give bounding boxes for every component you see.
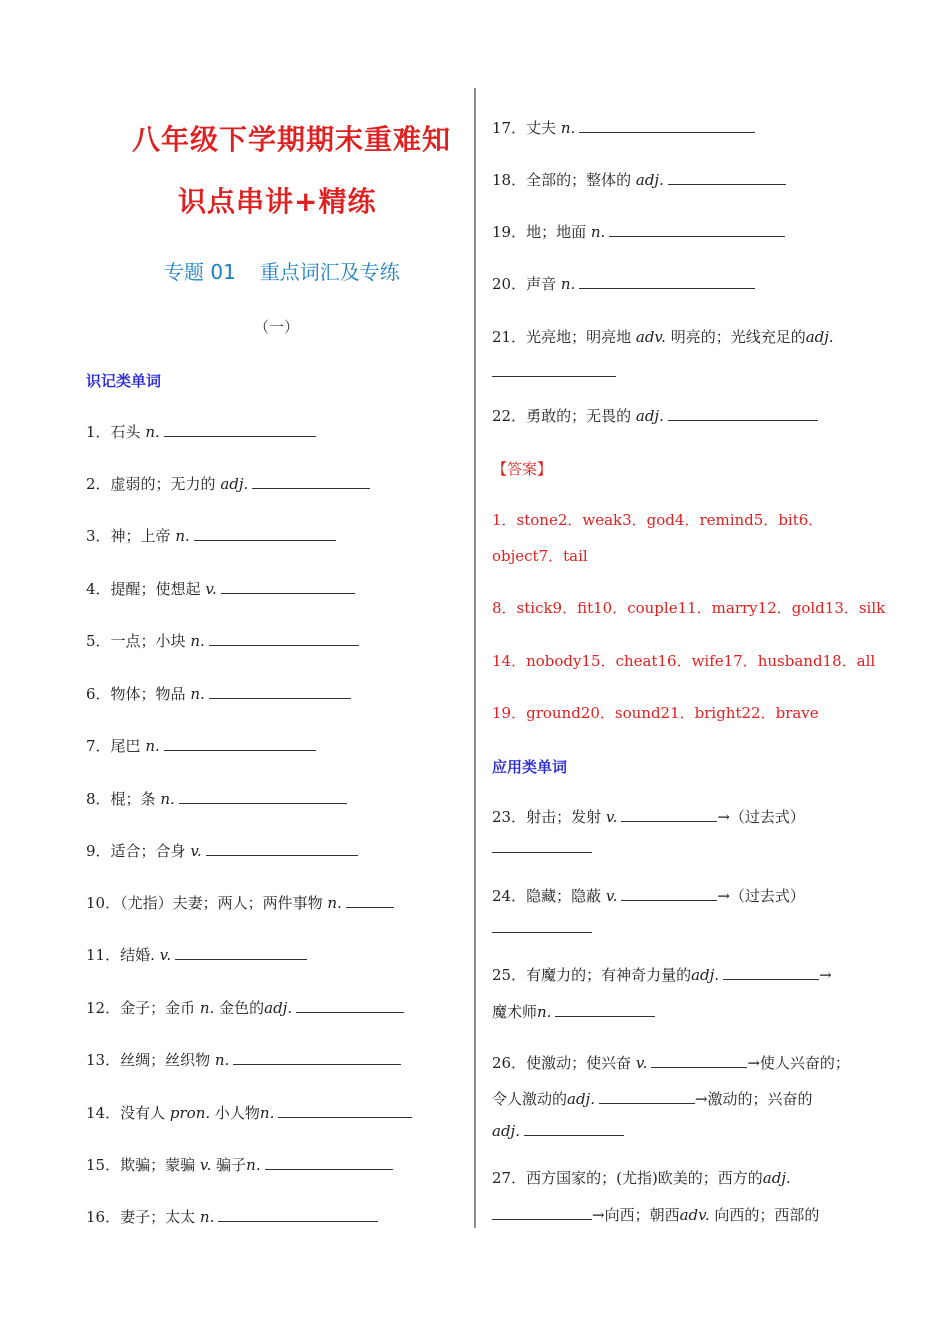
answer-blank[interactable] — [179, 789, 347, 804]
answer-blank[interactable] — [492, 918, 592, 933]
part-label: （一） — [254, 318, 300, 336]
answer-blank[interactable] — [524, 1121, 624, 1136]
answer-blank[interactable] — [164, 422, 316, 437]
question-27-cont: →向西；朝西adv. 向西的；西部的 — [492, 1205, 819, 1225]
vocab-item: 15．欺骗；蒙骗 v. 骗子n. — [86, 1155, 393, 1175]
answer-blank[interactable] — [621, 886, 717, 901]
question-23: 23．射击；发射 v. →（过去式） — [492, 808, 805, 826]
answer-blank[interactable] — [651, 1053, 747, 1068]
section-memorize-heading: 识记类单词 — [86, 372, 162, 390]
answer-blank[interactable] — [492, 1205, 592, 1220]
answer-blank[interactable] — [265, 1155, 393, 1170]
answer-line: 1．stone2．weak3．god4．remind5．bit6． — [492, 511, 824, 529]
vocab-item: 7．尾巴 n. — [86, 736, 316, 756]
answer-blank[interactable] — [233, 1050, 401, 1065]
question-26-cont2: adj. — [492, 1121, 624, 1141]
vocab-item: 21．光亮地；明亮地 adv. 明亮的；光线充足的adj. — [492, 328, 834, 346]
answer-blank[interactable] — [164, 736, 316, 751]
answer-line: object7．tail — [492, 547, 588, 565]
question-27: 27．西方国家的；(尤指)欧美的；西方的adj. — [492, 1169, 791, 1187]
vocab-item: 18．全部的；整体的 adj. — [492, 170, 786, 190]
answer-heading: 【答案】 — [492, 460, 553, 478]
topic-name: 重点词汇及专练 — [259, 260, 400, 284]
answer-line: 14．nobody15．cheat16．wife17．husband18．all — [492, 652, 876, 670]
vocab-item: 4．提醒；使想起 v. — [86, 579, 355, 599]
answer-blank[interactable] — [209, 684, 351, 699]
answer-blank[interactable] — [579, 118, 755, 133]
answer-blank[interactable] — [621, 807, 717, 822]
answer-blank[interactable] — [206, 841, 358, 856]
answer-line: 8．stick9．fit10．couple11．marry12．gold13．silk — [492, 599, 886, 617]
vocab-item-cont — [492, 362, 616, 382]
answer-blank[interactable] — [579, 274, 755, 289]
answer-blank[interactable] — [492, 838, 592, 853]
answer-blank[interactable] — [218, 1207, 378, 1222]
column-divider — [474, 88, 476, 1228]
title-line-2: 识点串讲+精练 — [178, 185, 377, 218]
vocab-item: 6．物体；物品 n. — [86, 684, 351, 704]
vocab-item: 19．地；地面 n. — [492, 222, 785, 242]
answer-blank[interactable] — [296, 998, 404, 1013]
vocab-item: 9．适合；合身 v. — [86, 841, 358, 861]
answer-blank[interactable] — [252, 474, 370, 489]
answer-blank[interactable] — [599, 1089, 695, 1104]
vocab-item: 14．没有人 pron. 小人物n. — [86, 1103, 412, 1123]
vocab-item: 3．神；上帝 n. — [86, 526, 336, 546]
question-26-cont: 令人激动的adj. →激动的；兴奋的 — [492, 1090, 813, 1108]
vocab-item: 17．丈夫 n. — [492, 118, 755, 138]
answer-blank[interactable] — [668, 406, 818, 421]
answer-blank[interactable] — [175, 945, 307, 960]
answer-blank[interactable] — [346, 893, 394, 908]
question-25-cont: 魔术师n. — [492, 1002, 655, 1022]
vocab-item: 1．石头 n. — [86, 422, 316, 442]
answer-blank[interactable] — [723, 965, 819, 980]
answer-blank[interactable] — [278, 1103, 412, 1118]
vocab-item: 8．棍；条 n. — [86, 789, 347, 809]
answer-blank[interactable] — [609, 222, 785, 237]
title-line-1: 八年级下学期期末重难知 — [132, 123, 452, 156]
vocab-item: 5．一点；小块 n. — [86, 631, 359, 651]
answer-blank[interactable] — [194, 526, 336, 541]
answer-blank[interactable] — [555, 1002, 655, 1017]
answer-line: 19．ground20．sound21．bright22．brave — [492, 704, 819, 722]
vocab-item: 11．结婚. v. — [86, 945, 307, 965]
vocab-item: 16．妻子；太太 n. — [86, 1207, 378, 1227]
answer-blank[interactable] — [668, 170, 786, 185]
answer-blank[interactable] — [492, 362, 616, 377]
vocab-item: 12．金子；金币 n. 金色的adj. — [86, 998, 404, 1018]
question-24: 24．隐藏；隐蔽 v. →（过去式） — [492, 887, 805, 905]
topic-subtitle — [164, 256, 400, 285]
question-24-cont — [492, 918, 592, 938]
answer-blank[interactable] — [209, 631, 359, 646]
section-apply-heading: 应用类单词 — [492, 758, 568, 776]
vocab-item: 22．勇敢的；无畏的 adj. — [492, 406, 818, 426]
vocab-item: 2．虚弱的；无力的 adj. — [86, 474, 370, 494]
question-23-cont — [492, 838, 592, 858]
question-26: 26．使激动；使兴奋 v. →使人兴奋的； — [492, 1054, 850, 1072]
topic-number: 专题 01 — [164, 260, 236, 284]
question-25: 25．有魔力的；有神奇力量的adj. → — [492, 966, 832, 984]
answer-blank[interactable] — [221, 579, 355, 594]
vocab-item: 13．丝绸；丝织物 n. — [86, 1050, 401, 1070]
vocab-item: 20．声音 n. — [492, 274, 755, 294]
vocab-item: 10．（尤指）夫妻；两人；两件事物 n. — [86, 893, 394, 913]
